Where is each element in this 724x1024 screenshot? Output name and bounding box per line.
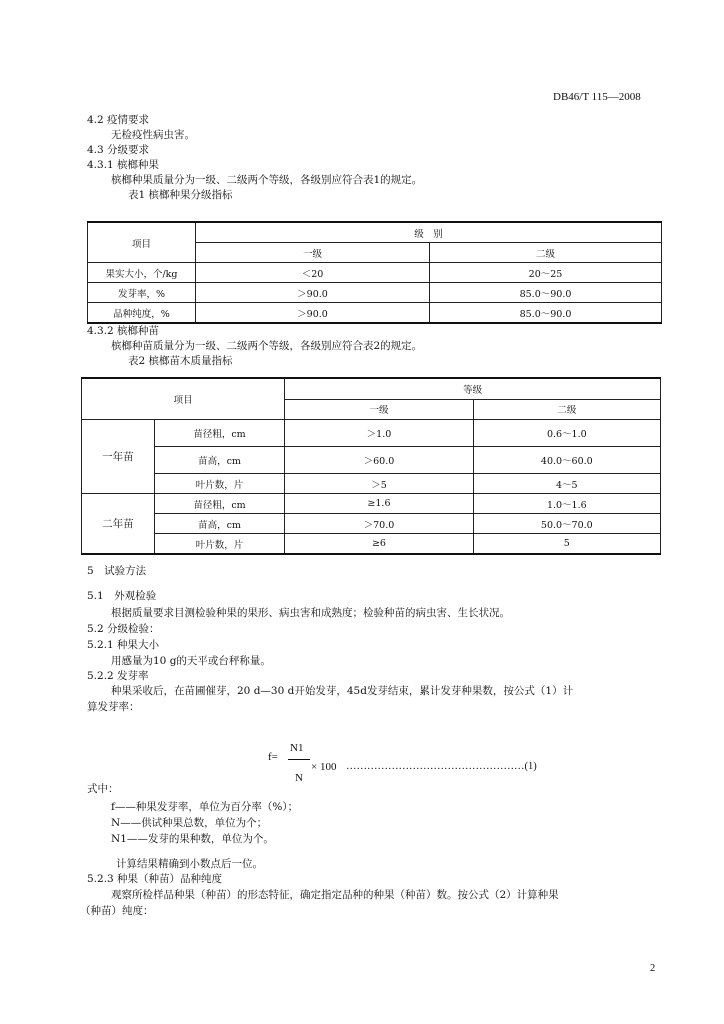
paragraph: 种果采收后，在苗圃催芽，20 d—30 d开始发芽，45d发芽结束，累计发芽种果数，按公式（1）计 [111,685,574,697]
paragraph: 槟榔种果质量分为一级、二级两个等级，各级别应符合表1的规定。 [111,174,423,186]
table-row [82,420,661,447]
table-cell: 40.0～60.0 [473,447,660,474]
table-cell: 85.0～90.0 [430,303,662,324]
table-cell-label: 苗径粗，cm [154,494,285,514]
table-cell: 1.0～1.6 [473,494,660,514]
table-row [82,534,661,555]
section-heading: 5.2.1 种果大小 [87,639,160,651]
definition-item: N1——发芽的果种数，单位为个。 [111,833,274,845]
paragraph: 观察所检样品种果（种苗）的形态特征，确定指定品种的种果（种苗）数。按公式（2）计算种果 [111,889,559,901]
section-heading: 4.2 疫情要求 [87,114,150,126]
table-cell: ＞60.0 [285,447,473,474]
table-row [88,303,662,324]
page-number: 2 [650,963,656,974]
table-cell-label: 叶片数，片 [154,534,285,555]
table-cell: ＞70.0 [285,514,473,534]
paragraph: 用感量为10 g的天平或台秤称量。 [111,655,271,667]
paragraph: 槟榔种苗质量分为一级、二级两个等级，各级别应符合表2的规定。 [111,340,423,352]
table-cell: 0.6～1.0 [473,420,660,447]
section-heading: 4.3 分级要求 [87,144,150,156]
formula-denominator: N [295,772,303,784]
table-header-grade: 等级 [285,378,661,399]
table-header-grade2: 二级 [473,399,660,420]
table-cell: 20～25 [430,263,662,283]
table-1 [87,221,662,324]
table-cell-label: 品种纯度，% [88,303,196,324]
table-cell-label: 苗径粗，cm [154,420,285,447]
table-cell: 85.0～90.0 [430,283,662,303]
section-heading: 4.3.2 槟榔种苗 [87,325,160,337]
table-cell: 5 [473,534,660,555]
formula-numerator: N1 [290,742,304,754]
section-heading: 5.2 分级检验： [87,623,160,635]
section-heading: 4.3.1 槟榔种果 [87,159,160,171]
table-cell-label: 发芽率，% [88,283,196,303]
table-header-item: 项目 [88,222,196,263]
formula-times: × 100 [311,761,337,773]
paragraph: 计算结果精确到小数点后一位。 [116,858,263,870]
table-header-grade2: 二级 [430,243,662,263]
table-header-grade: 级 别 [196,222,662,243]
section-heading: 5 试验方法 [87,565,147,577]
table-header-grade1: 一级 [196,243,430,263]
table-row [82,474,661,494]
formula-number: ……………………………………………(1) [346,761,537,772]
table-row [82,494,661,514]
table-row [82,447,661,474]
table-cell: ＜20 [196,263,430,283]
table-cell: 50.0～70.0 [473,514,660,534]
table-2 [81,377,661,555]
section-heading: 5.2.3 种果（种苗）品种纯度 [87,873,223,885]
table-cell: ＞90.0 [196,283,430,303]
table-cell: ≥6 [285,534,473,555]
table-caption: 表2 槟榔苗木质量指标 [128,355,233,367]
table-caption: 表1 槟榔种果分级指标 [128,189,233,201]
paragraph: （种苗）纯度： [80,905,154,917]
table-cell-label: 苗高，cm [154,514,285,534]
table-cell: ＞90.0 [196,303,430,324]
table-group-label: 一年苗 [82,420,155,494]
paragraph: 根据质量要求目测检验种果的果形、病虫害和成熟度；检验种苗的病虫害、生长状况。 [111,607,510,619]
table-header-item: 项目 [82,378,285,420]
table-cell: 4～5 [473,474,660,494]
document-code: DB46/T 115—2008 [553,91,641,103]
definition-item: f——种果发芽率，单位为百分率（%）； [111,801,299,813]
table-cell-label: 苗高，cm [154,447,285,474]
paragraph: 式中： [87,783,119,795]
section-heading: 5.2.2 发芽率 [87,670,149,682]
table-cell-label: 果实大小，个/kg [88,263,196,283]
table-row [88,283,662,303]
table-cell: ＞1.0 [285,420,473,447]
paragraph: 算发芽率： [87,701,140,713]
paragraph: 无检疫性病虫害。 [111,129,195,141]
section-heading: 5.1 外观检验 [87,590,157,602]
definition-item: N——供试种果总数，单位为个； [111,817,268,829]
fraction-bar [288,759,310,760]
table-cell: ＞5 [285,474,473,494]
table-row [82,514,661,534]
table-row [88,263,662,283]
formula-lhs: f= [268,751,278,763]
table-cell: ≥1.6 [285,494,473,514]
table-group-label: 二年苗 [82,494,155,555]
table-cell-label: 叶片数，片 [154,474,285,494]
table-header-grade1: 一级 [285,399,473,420]
